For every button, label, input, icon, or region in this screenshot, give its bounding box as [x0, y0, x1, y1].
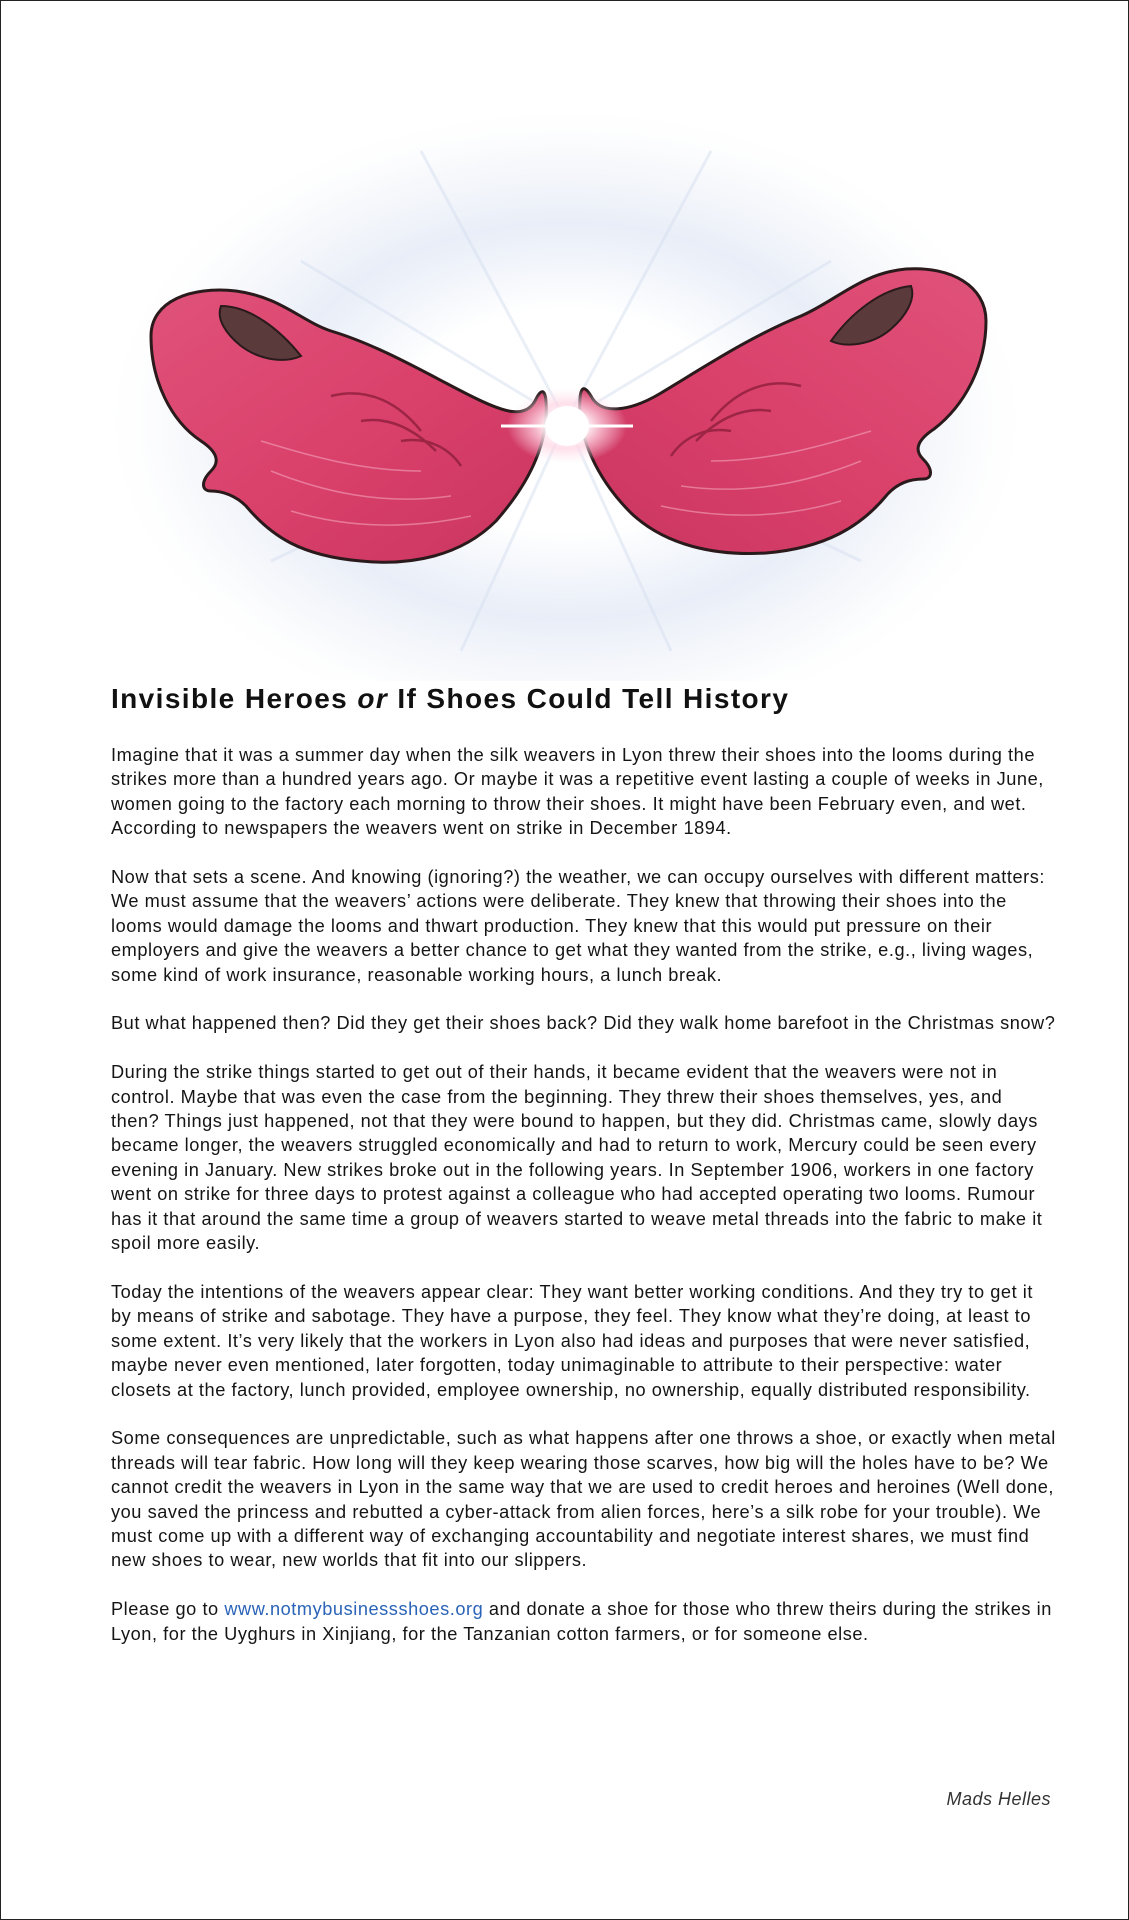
paragraph-3: But what happened then? Did they get their shoes back? Did they walk home barefoot in the Christmas snow?	[111, 1013, 1056, 1034]
donate-link[interactable]: www.notmybusinessshoes.org	[224, 1599, 484, 1620]
title-part-1: Invisible Heroes	[111, 683, 358, 714]
article-title	[111, 677, 1056, 721]
title-part-2: If Shoes Could Tell History	[388, 683, 790, 714]
author-name: Mads Helles	[946, 1789, 1051, 1809]
paragraph-2: Now that sets a scene. And knowing (ignoring?) the weather, we can occupy ourselves with different matters: We must assume that the weavers’ actions were deliberate. They knew that throwing their shoes into the looms would damage the looms and thwart production. They knew that this would put pressure on their employers and give the weavers a better chance to get what they wanted from the strike, e.g., living wages, some kind of work insurance, reasonable working hours, a lunch break.	[111, 867, 1045, 985]
shoes-illustration	[1, 1, 1128, 681]
paragraph-5: Today the intentions of the weavers appear clear: They want better working conditions. And they try to get it by means of strike and sabotage. They have a purpose, they feel. They know what they’re doing, at least to some extent. It’s very likely that the workers in Lyon also had ideas and purposes that were never satisfied, maybe never even mentioned, later forgotten, today unimaginable to attribute to their perspective: water closets at the factory, lunch provided, employee ownership, no ownership, equally distributed responsibility.	[111, 1281, 1033, 1400]
closing-paragraph	[111, 1597, 1056, 1646]
article	[111, 677, 1056, 1670]
paragraph-4: During the strike things started to get out of their hands, it became evident that the weavers were not in control. Maybe that was even the case from the beginning. They threw their shoes themselves, yes, and then? Things just happened, not that they were bound to happen, but they did. Christmas came, slowly days became longer, the weavers struggled economically and had to return to work, Mercury could be seen every evening in January. New strikes broke out in the following years. In September 1906, workers in one factory went on strike for three days to protest against a colleague who had accepted operating two looms. Rumour has it that around the same time a group of weavers started to weave metal threads into the fabric to make it spoil more easily.	[111, 1062, 1043, 1254]
paragraph-1: Imagine that it was a summer day when the silk weavers in Lyon threw their shoes into the looms during the strikes more than a hundred years ago. Or maybe it was a repetitive event lasting a couple of weeks in June, women going to the factory each morning to throw their shoes. It might have been February even, and wet. According to newspapers the weavers went on strike in December 1894.	[111, 745, 1044, 839]
closing-text-after: and donate a shoe for those who threw theirs during the strikes in Lyon, for the Uyghurs in Xinjiang, for the Tanzanian cotton farmers, or for someone else.	[111, 1599, 1052, 1644]
paragraph-6: Some consequences are unpredictable, such as what happens after one throws a shoe, or exactly when metal threads will tear fabric. How long will they keep wearing those scarves, how big will the holes have to be? We cannot credit the weavers in Lyon in the same way that we are used to credit heroes and heroines (Well done, you saved the princess and rebutted a cyber-attack from alien forces, here’s a silk robe for your trouble). We must come up with a different way of exchanging accountability and negotiate interest shares, we must find new shoes to wear, new worlds that fit into our slippers.	[111, 1428, 1056, 1571]
closing-text-before: Please go to	[111, 1599, 225, 1620]
title-or: or	[357, 683, 389, 714]
